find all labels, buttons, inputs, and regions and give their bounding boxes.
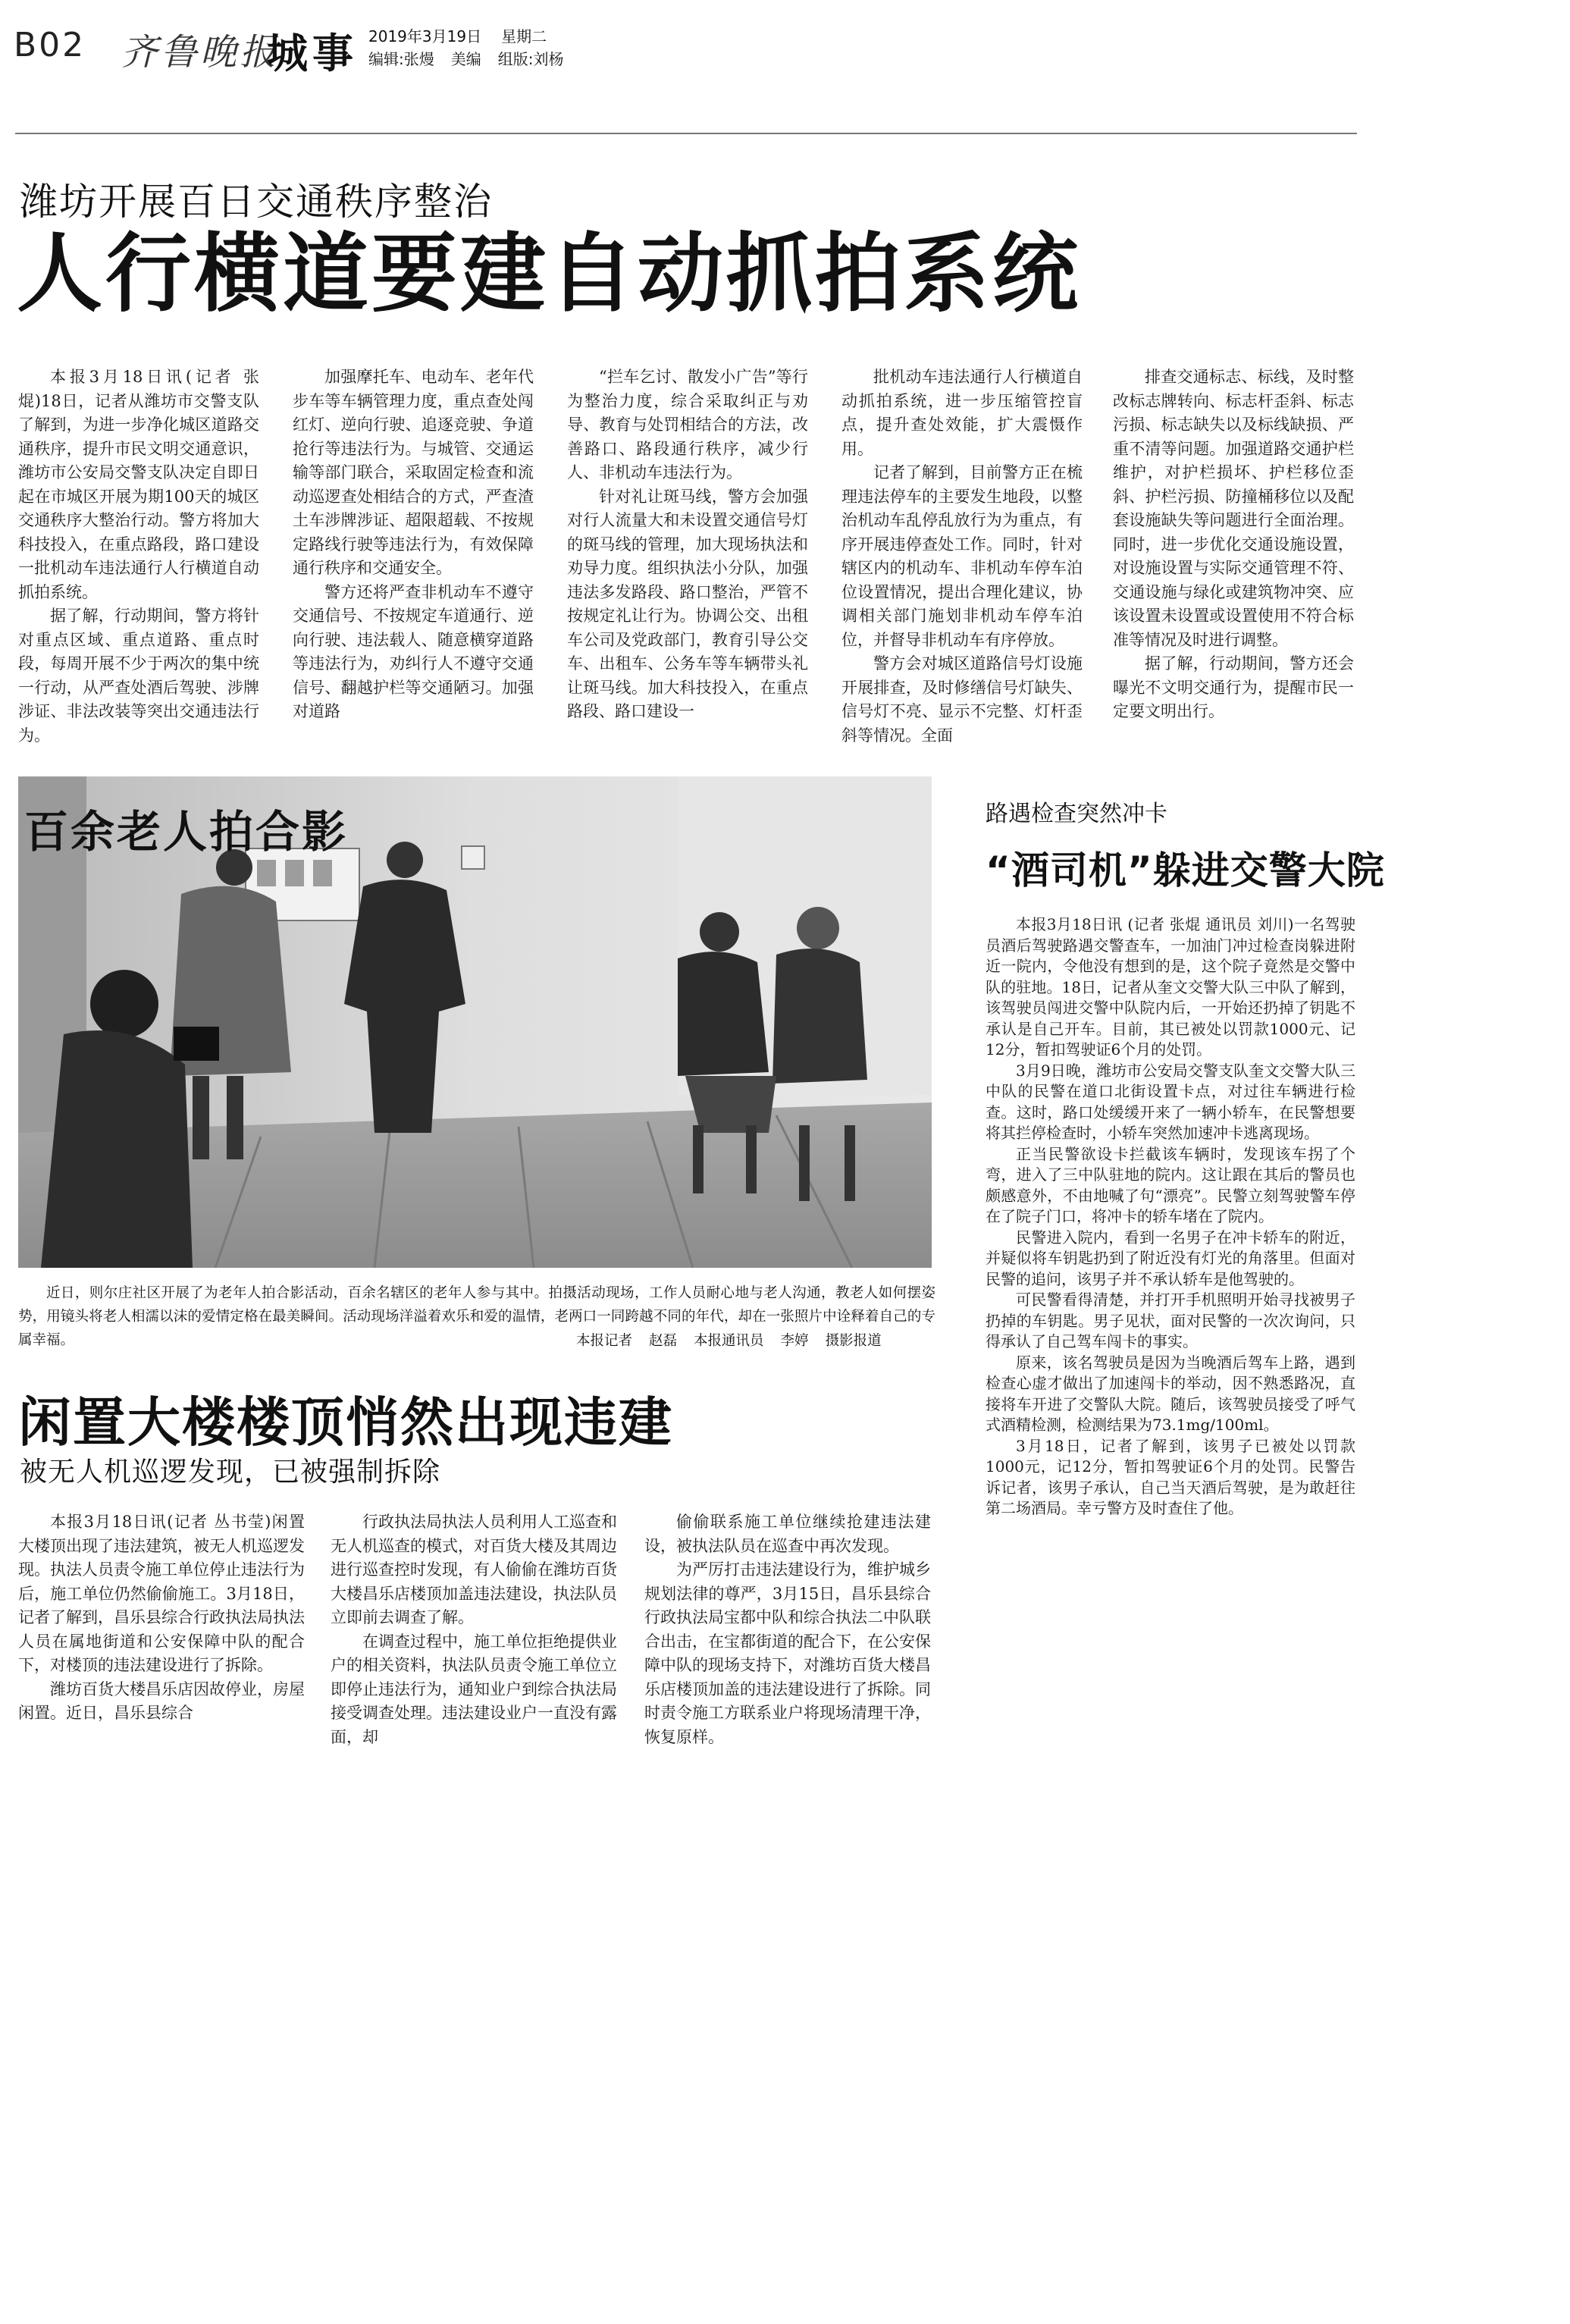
section-name: 城事 [267,30,358,77]
story1-paragraph: 针对礼让斑马线，警方会加强对行人流量大和未设置交通信号灯的斑马线的管理，加大现场执法和劝导力度。组织执法小分队，加强违法多发路段、路口整治，严管不按规定礼让行为。协调公交、出租车公司及党政部门，教育引导公交车、出租车、公务车等车辆带头礼让斑马线。加大科技投入，在重点路段、路口建设一 [567,487,808,720]
story4-paragraph: 偷偷联系施工单位继续抢建违法建设，被执法队员在巡查中再次发现。 [644,1513,931,1555]
story1-headline: 人行横道要建自动抓拍系统 [17,224,1081,324]
photo-credit [576,1329,898,1353]
story1-paragraph: 本报3月18日讯(记者 张焜)18日，记者从潍坊市交警支队了解到，为进一步净化城区道路交通秩序，提升市民文明交通意识，潍坊市公安局交警支队决定自即日起在市城区开展为期100天的城区交通秩序大整治行动。警方将加大科技投入，在重点路段，路口建设一批机动车违法通行人行横道自动抓拍系统。 [18,368,259,601]
layout-credit: 组版:刘杨 [497,50,564,68]
editor-credit: 编辑:张熳 [368,50,434,68]
story3-paragraph: 原来，该名驾驶员是因为当晚酒后驾车上路，遇到检查心虚才做出了加速闯卡的举动，因不熟悉路况，直接将车开进了交警队大院。随后，该驾驶员接受了呼气式酒精检测，检测结果为73.1mg/100ml。 [986,1353,1355,1434]
story3-paragraph: 3月18日，记者了解到，该男子已被处以罚款1000元，记12分，暂扣驾驶证6个月的处罚。民警告诉记者，该男子承认，自己当天酒后驾驶，是为敢赶往第二场酒局。幸亏警方及时查住了他。 [986,1436,1355,1517]
story4-paragraph: 为严厉打击违法建设行为，维护城乡规划法律的尊严，3月15日，昌乐县综合行政执法局宝都中队和综合执法二中队联合出击，在宝都街道的配合下，在公安保障中队的现场支持下，对潍坊百货大楼昌乐店楼顶加盖的违法建设进行了拆除。同时责令施工方联系业户将现场清理干净，恢复原样。 [644,1560,931,1746]
page-number: B02 [14,26,86,64]
credit-item: 赵磊 [649,1333,678,1349]
story4-kicker: 被无人机巡逻发现，已被强制拆除 [20,1457,441,1488]
story1-column-4 [841,365,1083,748]
story4-paragraph: 潍坊百货大楼昌乐店因故停业，房屋闲置。近日，昌乐县综合 [18,1679,305,1722]
story4-paragraph: 本报3月18日讯(记者 丛书莹)闲置大楼顶出现了违法建筑，被无人机巡逻发现。执法人员责令施工单位停止违法行为后，施工单位仍然偷偷施工。3月18日，记者了解到，昌乐县综合行政执法局执法人员在属地街道和公安保障中队的配合下，对楼顶的违法建设进行了拆除。 [18,1513,305,1674]
photo-title: 百余老人拍合影 [24,806,349,858]
story4-column-3 [644,1510,931,1749]
story1-kicker: 潍坊开展百日交通秩序整治 [20,180,493,224]
story1-paragraph: 记者了解到，目前警方正在梳理违法停车的主要发生地段，以整治机动车乱停乱放行为为重点，有序开展违停查处工作。同时，针对辖区内的机动车、非机动车停车泊位设置情况，提出合理化建议，协调相关部门施划非机动车停车泊位，并督导非机动车有序停放。 [841,463,1083,649]
story3-paragraph: 民警进入院内，看到一名男子在冲卡轿车的附近，并疑似将车钥匙扔到了附近没有灯光的角落里。但面对民警的追问，该男子并不承认轿车是他驾驶的。 [986,1228,1355,1288]
story4-headline: 闲置大楼楼顶悄然出现违建 [18,1391,673,1454]
story1-column-3 [567,365,808,724]
story3-headline: “酒司机”躲进交警大院 [986,848,1385,892]
story1-paragraph: 据了解，行动期间，警方将针对重点区域、重点道路、重点时段，每周开展不少于两次的集中统一行动，从严查处酒后驾驶、涉牌涉证、非法改装等突出交通违法行为。 [18,607,259,745]
caption-text: 近日，则尔庄社区开展了为老年人拍合影活动，百余名辖区的老年人参与其中。拍摄活动现场，工作人员耐心地与老人沟通，教老人如何摆姿势，用镜头将老人相濡以沫的爱情定格在最美瞬间。活动现场洋溢着欢乐和爱的温情，老两口一同跨越不同的年代，却在一张照片中诠释着自己的专属幸福。 [18,1285,935,1348]
issue-weekday: 星期二 [501,27,547,45]
story3-kicker: 路遇检查突然冲卡 [986,801,1167,827]
issue-date-line [368,24,566,46]
credit-item: 李婷 [780,1333,809,1349]
issue-date: 2019年3月19日 [368,27,482,45]
story1-paragraph: “拦车乞讨、散发小广告”等行为整治力度，综合采取纠正与劝导、教育与处罚相结合的方法，改善路口、路段通行秩序，减少行人、非机动车违法行为。 [567,368,808,481]
story1-paragraph: 排查交通标志、标线，及时整改标志牌转向、标志杆歪斜、标志污损、标志缺失以及标线缺损、严重不清等问题。加强道路交通护栏维护，对护栏损坏、护栏移位歪斜、护栏污损、防撞桶移位以及配套设施缺失等问题进行全面治理。同时，进一步优化交通设施设置，对设施设置与实际交通管理不符、交通设施与绿化或建筑物冲突、应该设置未设置或设置使用不符合标准等情况及时进行调整。 [1113,368,1354,649]
story1-column-5 [1113,365,1354,724]
newspaper-logo: 齐鲁晚报 [121,31,280,74]
header-rule [15,133,1357,134]
story3-paragraph: 可民警看得清楚，并打开手机照明开始寻找被男子扔掉的车钥匙。男子见状，面对民警的一次次询问，只得承认了自己驾车闯卡的事实。 [986,1291,1355,1350]
story3-paragraph: 本报3月18日讯 (记者 张焜 通讯员 刘川)一名驾驶员酒后驾驶路遇交警查车，一加油门冲过检查岗躲进附近一院内，令他没有想到的是，这个院子竟然是交警中队的驻地。18日，记者从奎文交警大队三中队了解到，该驾驶员闯进交警中队院内后，一开始还扔掉了钥匙不承认是自己开车。目前，其已被处以罚款1000元、记12分，暂扣驾驶证6个月的处罚。 [986,915,1355,1059]
staff-line [368,47,581,69]
designer-credit: 美编 [450,50,481,68]
credit-item: 摄影报道 [825,1333,882,1349]
story1-paragraph: 据了解，行动期间，警方还会曝光不文明交通行为，提醒市民一定要文明出行。 [1113,654,1354,720]
story1-column-1 [18,365,259,748]
story3-body [986,914,1355,1520]
story1-column-2 [293,365,534,724]
story1-paragraph: 批机动车违法通行人行横道自动抓拍系统，进一步压缩管控盲点，提升查处效能，扩大震慑作用。 [841,368,1083,458]
story4-column-1 [18,1510,305,1726]
credit-item: 本报通讯员 [694,1333,764,1349]
story4-paragraph: 行政执法局执法人员利用人工巡查和无人机巡查的模式，对百货大楼及其周边进行巡查控时发现，有人偷偷在潍坊百货大楼昌乐店楼顶加盖违法建设，执法队员立即前去调查了解。 [331,1513,617,1626]
story3-paragraph: 正当民警欲设卡拦截该车辆时，发现该车拐了个弯，进入了三中队驻地的院内。这让跟在其后的警员也颇感意外，不由地喊了句“漂亮”。民警立刻驾驶警车停在了院子门口，将冲卡的轿车堵在了院内。 [986,1144,1355,1225]
story1-paragraph: 警方会对城区道路信号灯设施开展排查，及时修缮信号灯缺失、信号灯不亮、显示不完整、灯杆歪斜等情况。全面 [841,654,1083,745]
story4-paragraph: 在调查过程中，施工单位拒绝提供业户的相关资料，执法队员责令施工单位立即停止违法行为，通知业户到综合执法局接受调查处理。违法建设业户一直没有露面，却 [331,1632,617,1746]
story4-column-2 [331,1510,617,1749]
story3-paragraph: 3月9日晚，潍坊市公安局交警支队奎文交警大队三中队的民警在道口北街设置卡点，对过往车辆进行检查。这时，路口处缓缓开来了一辆小轿车，在民警想要将其拦停检查时，小轿车突然加速冲卡逃离现场。 [986,1061,1355,1142]
story1-paragraph: 加强摩托车、电动车、老年代步车等车辆管理力度，重点查处闯红灯、逆向行驶、追逐竞驶、争道抢行等违法行为。与城管、交通运输等部门联合，采取固定检查和流动巡逻查处相结合的方式，严查渣土车涉牌涉证、超限超载、不按规定路线行驶等违法行为，有效保障通行秩序和交通安全。 [293,368,534,577]
credit-item: 本报记者 [576,1333,633,1349]
story1-paragraph: 警方还将严查非机动车不遵守交通信号、不按规定车道通行、逆向行驶、违法载人、随意横穿道路等违法行为，劝纠行人不遵守交通信号、翻越护栏等交通陋习。加强对道路 [293,582,534,720]
